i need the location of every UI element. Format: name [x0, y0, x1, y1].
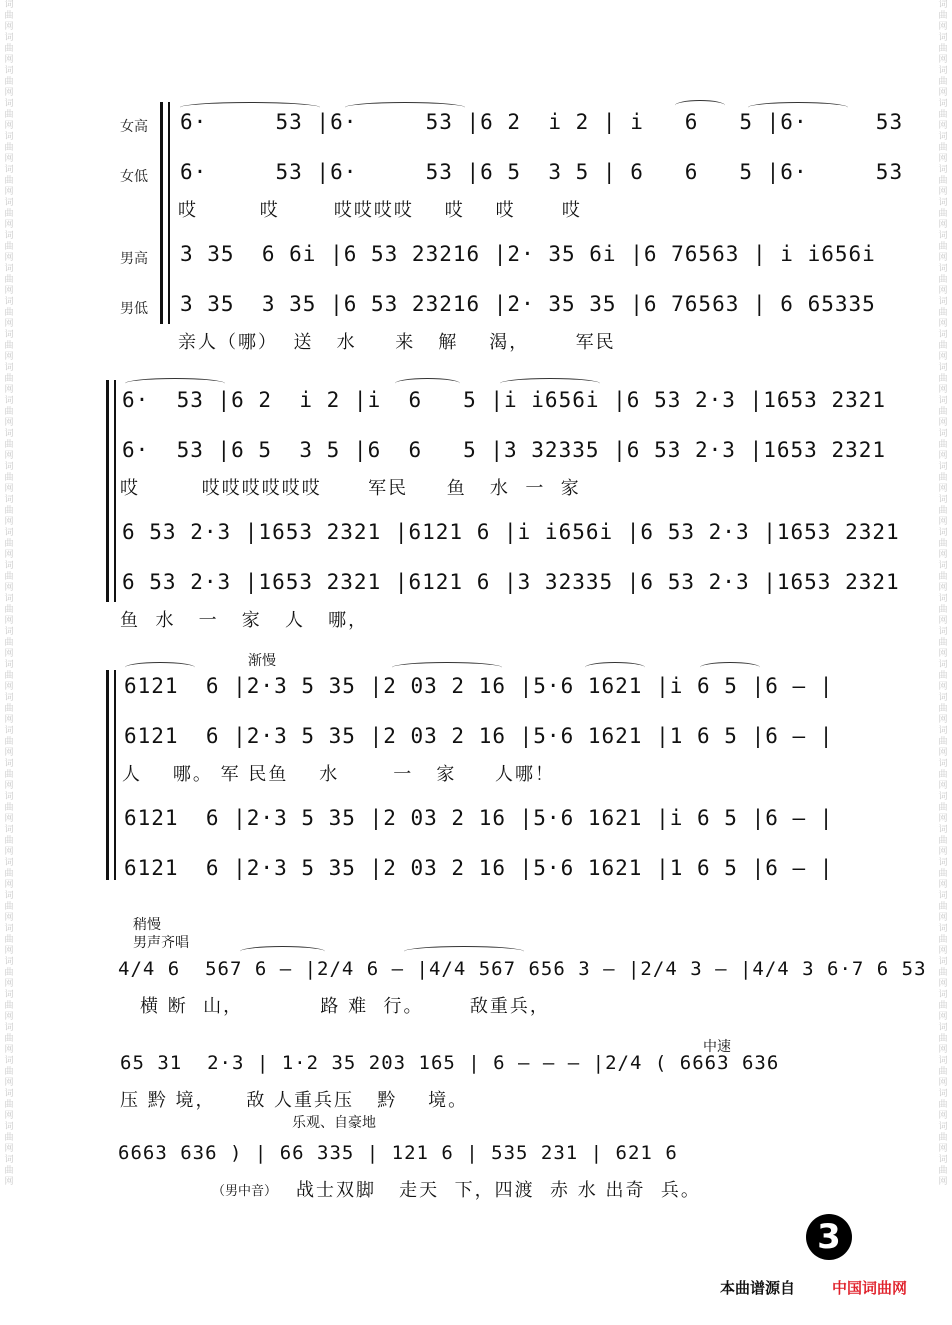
lyric-men: 亲人（哪） 送 水 来 解 渴， 军民 — [178, 332, 616, 353]
slur — [392, 662, 502, 673]
system-brace-inner — [114, 380, 116, 602]
system-brace — [106, 380, 109, 602]
slur — [125, 378, 225, 389]
lyric-women: 哎 哎 哎哎哎哎 哎 哎 哎 — [178, 200, 582, 221]
notation-bass: 6121 6 |2·3 5 35 |2 03 2 16 |5·6 1621 |1 6 5 |6 — | — [124, 856, 834, 880]
slur — [345, 102, 465, 113]
tempo-marking: 乐观、自豪地 — [292, 1115, 376, 1131]
source-label: 本曲谱源自 — [720, 1279, 796, 1297]
lyric-men: 鱼 水 一 家 人 哪， — [120, 610, 369, 631]
slur — [500, 378, 600, 389]
system-brace — [106, 670, 109, 880]
system-brace-inner — [168, 102, 170, 324]
melody-lyric-3: 战士双脚 走天 下，四渡 赤 水 出奇 兵。 — [296, 1180, 701, 1201]
lyric-women: 哎 哎哎哎哎哎哎 军民 鱼 水 一 家 — [120, 478, 581, 499]
system-brace — [160, 102, 163, 324]
slur — [700, 662, 760, 673]
melody-lyric-1: 横 断 山， 路 难 行。 敌重兵， — [140, 996, 550, 1017]
notation-alto: 6· 53 |6 5 3 5 |6 6 5 |3 32335 |6 53 2·3 |1653 2321 — [122, 438, 887, 462]
part-label-alto: 女低 — [120, 169, 148, 185]
slur — [180, 102, 320, 113]
melody-line-2: 65 31 2·3 | 1·2 35 203 165 | 6 — — — |2/4 ( 6663 636 — [120, 1052, 780, 1074]
voice-note: （男中音） — [212, 1184, 278, 1199]
slur — [748, 102, 848, 113]
site-name[interactable]: 中国词曲网 — [832, 1279, 908, 1297]
notation-tenor: 3 35 6 6i |6 53 23216 |2· 35 6i |6 76563 | i i656i — [180, 242, 876, 266]
part-label-tenor: 男高 — [120, 251, 148, 267]
notation-tenor: 6121 6 |2·3 5 35 |2 03 2 16 |5·6 1621 |i 6 5 |6 — | — [124, 806, 834, 830]
notation-tenor: 6 53 2·3 |1653 2321 |6121 6 |i i656i |6 53 2·3 |1653 2321 — [122, 520, 900, 544]
lyric-all: 人 哪。 军 民鱼 水 一 家 人哪！ — [122, 764, 556, 785]
slur — [125, 662, 195, 673]
melody-lyric-2: 压 黔 境， 敌 人重兵压 黔 境。 — [120, 1090, 469, 1111]
notation-alto: 6121 6 |2·3 5 35 |2 03 2 16 |5·6 1621 |1 6 5 |6 — | — [124, 724, 834, 748]
notation-bass: 3 35 3 35 |6 53 23216 |2· 35 35 |6 76563 | 6 65335 — [180, 292, 876, 316]
melody-line-1: 4/4 6 567 6 — |2/4 6 — |4/4 567 656 3 — |2/4 3 — |4/4 3 6·7 6 53 — [118, 958, 927, 980]
part-label-soprano: 女高 — [120, 119, 148, 135]
notation-soprano: 6· 53 |6 2 i 2 |i 6 5 |i i656i |6 53 2·3 |1653 2321 — [122, 388, 887, 412]
watermark-right: 词曲网词曲网词曲网词曲网词曲网词曲网词曲网词曲网词曲网词曲网词曲网词曲网词曲网词曲网词曲网词曲网词曲网词曲网词曲网词曲网词曲网词曲网词曲网词曲网词曲网词曲网词曲网词曲网词曲网词曲网词曲网词曲网词曲网词曲网词曲网词曲网 — [938, 0, 948, 1187]
system-brace-inner — [114, 670, 116, 880]
tempo-marking: 稍慢 — [133, 917, 161, 933]
page-number-badge: 3 — [806, 1214, 852, 1260]
notation-soprano: 6· 53 |6· 53 |6 2 i 2 | i 6 5 |6· 53 — [180, 110, 904, 134]
tempo-marking: 渐慢 — [248, 653, 276, 669]
voice-marking: 男声齐唱 — [133, 935, 189, 951]
notation-alto: 6· 53 |6· 53 |6 5 3 5 | 6 6 5 |6· 53 — [180, 160, 904, 184]
melody-line-3: 6663 636 ) | 66 335 | 121 6 | 535 231 | 621 6 — [118, 1142, 678, 1164]
watermark-left: 词曲网词曲网词曲网词曲网词曲网词曲网词曲网词曲网词曲网词曲网词曲网词曲网词曲网词曲网词曲网词曲网词曲网词曲网词曲网词曲网词曲网词曲网词曲网词曲网词曲网词曲网词曲网词曲网词曲网词曲网词曲网词曲网词曲网词曲网词曲网词曲网 — [4, 0, 14, 1187]
notation-soprano: 6121 6 |2·3 5 35 |2 03 2 16 |5·6 1621 |i 6 5 |6 — | — [124, 674, 834, 698]
part-label-bass: 男低 — [120, 301, 148, 317]
tempo-marking: 中速 — [703, 1039, 731, 1055]
slur — [585, 662, 645, 673]
slur — [404, 946, 524, 957]
slur — [240, 946, 325, 957]
slur — [395, 378, 460, 389]
slur — [675, 100, 725, 111]
notation-bass: 6 53 2·3 |1653 2321 |6121 6 |3 32335 |6 53 2·3 |1653 2321 — [122, 570, 900, 594]
